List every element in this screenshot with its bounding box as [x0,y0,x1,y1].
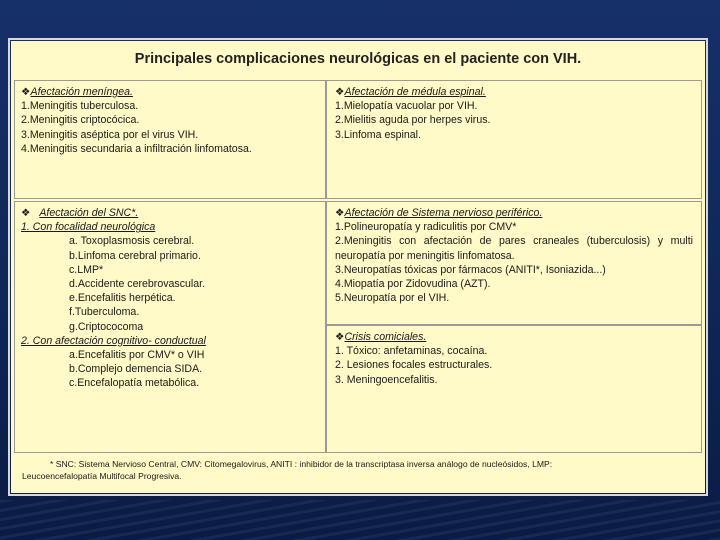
cell-snc [14,201,326,453]
crisis-header: ❖Crisis comiciales. [335,331,427,343]
list-item: b.Linfoma cerebral primario. [69,249,201,262]
list-item: g.Criptococoma [69,320,144,333]
cell-meningea [14,80,326,199]
list-item: 2.Mielitis aguda por herpes virus. [335,114,491,127]
list-item: 2.Meningitis con afectación de pares craneales (tuberculosis) y multi neuropatía por meningitis linfomatosa. [335,235,693,262]
periferico-header: ❖Afectación de Sistema nervioso periférico. [335,207,543,219]
list-item: 4.Miopatía por Zidovudina (AZT). [335,278,491,291]
list-item: 3.Meningitis aséptica por el virus VIH. [21,128,199,141]
footnote-line-2: Leucoencefalopatía Multifocal Progresiva. [22,471,182,481]
snc-group-1: 1. Con focalidad neurológica [21,221,156,234]
diamond-bullet-icon: ❖ [335,331,345,343]
list-item: 3.Neuropatías tóxicas por fármacos (ANITI*, Isoniazida...) [335,263,606,276]
slide-title: Principales complicaciones neurológicas en el paciente con VIH. [134,51,582,67]
diamond-bullet-icon: ❖ [335,86,345,98]
list-item: 3.Linfoma espinal. [335,128,421,141]
list-item: a. Toxoplasmosis cerebral. [69,235,195,248]
list-item: c.LMP* [69,263,104,276]
list-item: 5.Neuropatía por el VIH. [335,292,450,305]
snc-header: ❖ Afectación del SNC*. [21,207,139,219]
list-item: e.Encefalitis herpética. [69,292,176,305]
snc-group-2: 2. Con afectación cognitivo- conductual [21,334,206,347]
list-item: 1.Meningitis tuberculosa. [21,100,139,113]
cell-periferico [326,201,702,325]
list-item: 2.Meningitis criptocócica. [21,114,140,127]
list-item: c.Encefalopatía metabólica. [69,377,200,390]
cell-crisis [326,325,702,453]
background-stripes [0,500,720,540]
list-item: 4.Meningitis secundaria a infiltración linfomatosa. [21,142,252,155]
cell-medula [326,80,702,199]
list-item: 1. Tóxico: anfetaminas, cocaína. [335,345,488,358]
list-item: b.Complejo demencia SIDA. [69,363,203,376]
list-item: 3. Meningoencefalitis. [335,373,438,386]
list-item: 2. Lesiones focales estructurales. [335,359,493,372]
medula-header: ❖Afectación de médula espinal. [335,86,486,98]
footnote-line-1: * SNC: Sistema Nervioso Central, CMV: Citomegalovirus, ANITI : inhibidor de la transcriptasa inversa análogo de nucleósidos, LMP: [50,459,553,469]
footnote [14,455,702,491]
list-item: 1.Mielopatía vacuolar por VIH. [335,100,478,113]
meningea-header: ❖Afectación meníngea. [21,86,133,98]
list-item: a.Encefalitis por CMV* o VIH [69,349,205,362]
diamond-bullet-icon: ❖ [21,207,31,219]
list-item: 1.Polineuropatía y radiculitis por CMV* [335,221,517,234]
list-item: f.Tuberculoma. [69,306,140,319]
diamond-bullet-icon: ❖ [335,207,345,219]
diamond-bullet-icon: ❖ [21,86,31,98]
list-item: d.Accidente cerebrovascular. [69,278,206,291]
